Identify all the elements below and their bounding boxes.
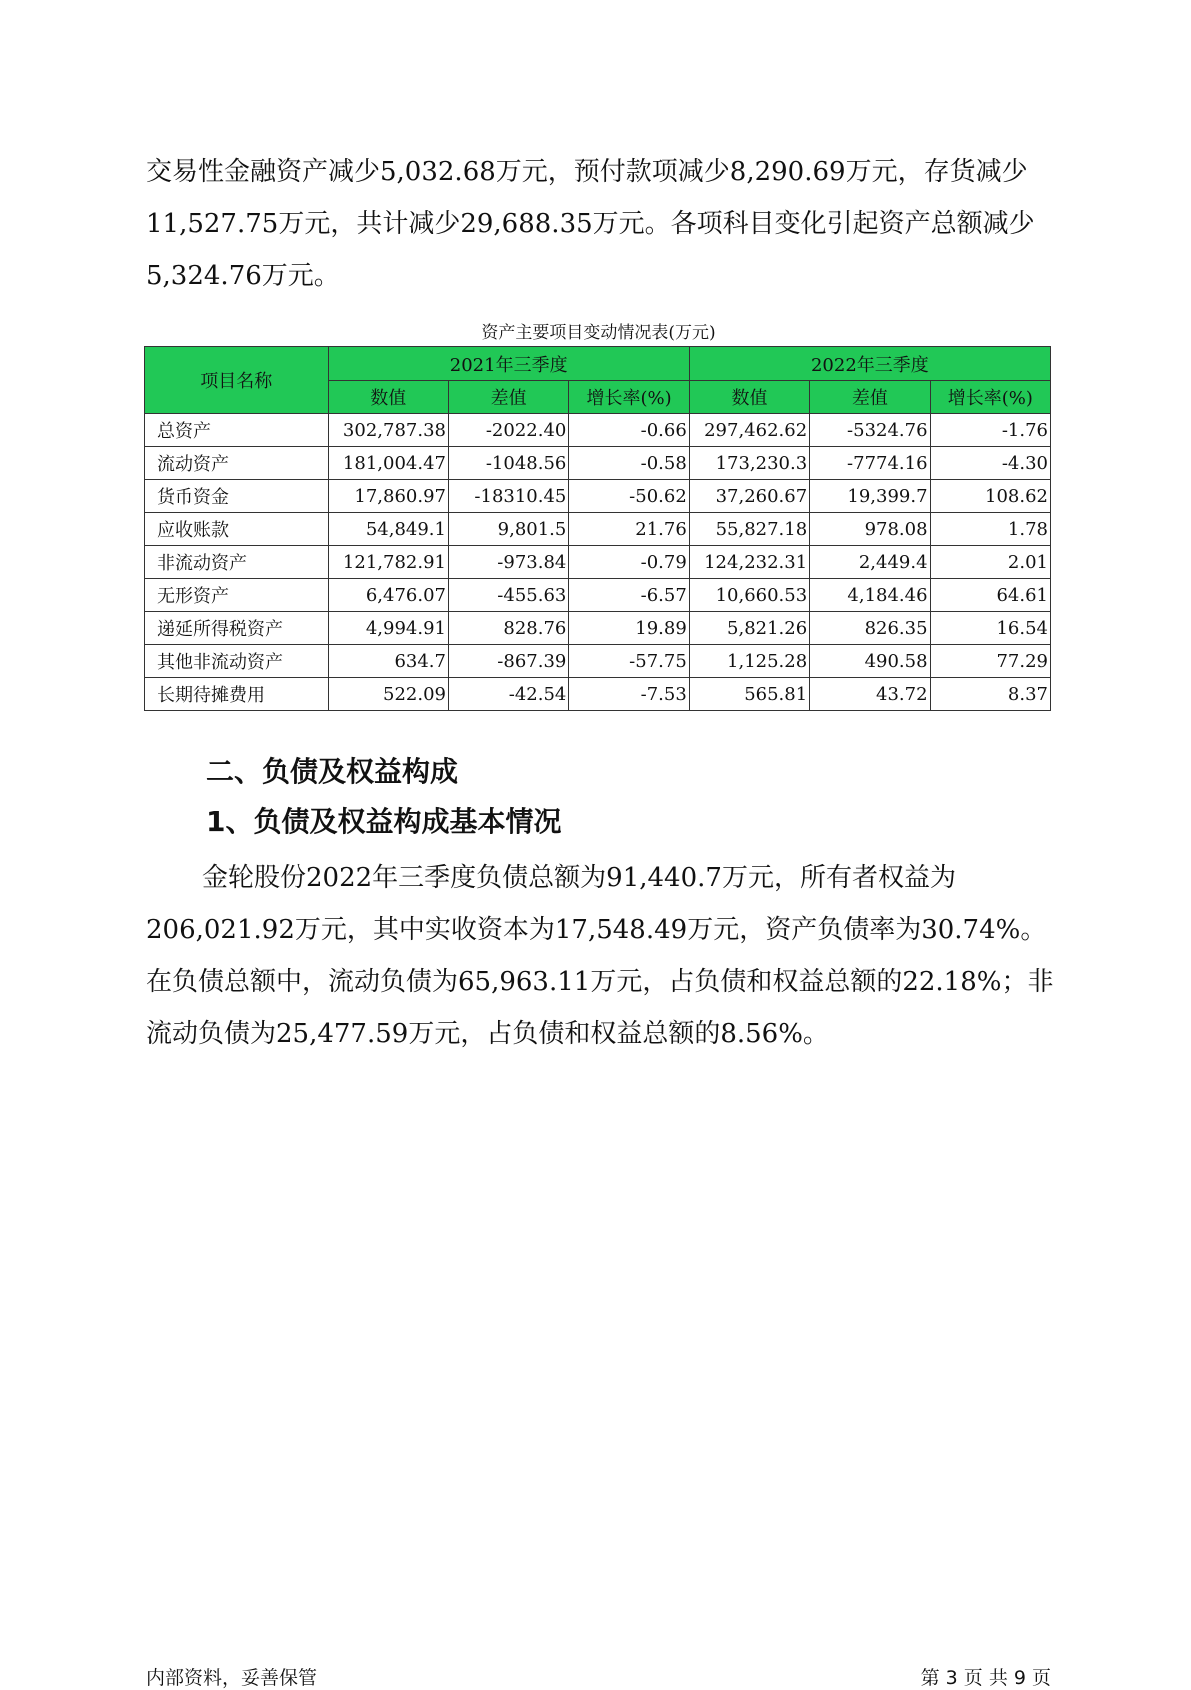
cell-value-2021: 634.7 [328,645,448,678]
cell-diff-2021: -455.63 [448,579,568,612]
cell-diff-2021: -42.54 [448,678,568,711]
table-row [145,414,1051,447]
cell-value-2022: 565.81 [689,678,809,711]
intro-paragraph: 交易性金融资产减少5,032.68万元，预付款项减少8,290.69万元，存货减少11,527.75万元，共计减少29,688.35万元。各项科目变化引起资产总额减少5,324.76万元。 [146,157,1035,291]
cell-diff-2022: -7774.16 [810,447,930,480]
cell-diff-2022: 978.08 [810,513,930,546]
table-row [145,579,1051,612]
section-heading: 二、负债及权益构成 [206,755,459,788]
cell-value-2022: 10,660.53 [689,579,809,612]
cell-growth-2021: 19.89 [569,612,689,645]
cell-diff-2021: -1048.56 [448,447,568,480]
cell-growth-2021: -50.62 [569,480,689,513]
row-name: 总资产 [145,414,329,447]
cell-value-2021: 522.09 [328,678,448,711]
cell-growth-2021: -7.53 [569,678,689,711]
cell-growth-2021: -57.75 [569,645,689,678]
cell-diff-2022: 2,449.4 [810,546,930,579]
header-growth-2021: 增长率(%) [569,381,689,414]
cell-diff-2021: -867.39 [448,645,568,678]
header-value-2022: 数值 [689,381,809,414]
row-name: 递延所得税资产 [145,612,329,645]
table-row [145,612,1051,645]
header-period-2022: 2022年三季度 [689,347,1050,381]
cell-value-2021: 121,782.91 [328,546,448,579]
cell-value-2021: 6,476.07 [328,579,448,612]
cell-value-2021: 54,849.1 [328,513,448,546]
header-diff-2022: 差值 [810,381,930,414]
cell-growth-2021: 21.76 [569,513,689,546]
cell-diff-2022: 4,184.46 [810,579,930,612]
cell-value-2022: 5,821.26 [689,612,809,645]
cell-growth-2022: 16.54 [930,612,1050,645]
header-diff-2021: 差值 [448,381,568,414]
header-value-2021: 数值 [328,381,448,414]
cell-growth-2022: 108.62 [930,480,1050,513]
cell-value-2022: 37,260.67 [689,480,809,513]
table-row [145,645,1051,678]
table-row [145,480,1051,513]
cell-diff-2021: 9,801.5 [448,513,568,546]
cell-diff-2022: 19,399.7 [810,480,930,513]
subsection-heading: 1、负债及权益构成基本情况 [206,805,562,838]
header-growth-2022: 增长率(%) [930,381,1050,414]
table-caption: 资产主要项目变动情况表(万元) [481,323,716,343]
cell-diff-2021: -973.84 [448,546,568,579]
table-row [145,546,1051,579]
row-name: 货币资金 [145,480,329,513]
cell-diff-2022: 490.58 [810,645,930,678]
cell-growth-2022: 8.37 [930,678,1050,711]
cell-diff-2021: -18310.45 [448,480,568,513]
footer-confidential-note: 内部资料，妥善保管 [146,1667,318,1689]
cell-value-2022: 297,462.62 [689,414,809,447]
cell-value-2022: 173,230.3 [689,447,809,480]
cell-value-2021: 181,004.47 [328,447,448,480]
cell-value-2022: 55,827.18 [689,513,809,546]
header-period-2021: 2021年三季度 [328,347,689,381]
cell-growth-2021: -0.79 [569,546,689,579]
body-paragraph: 金轮股份2022年三季度负债总额为91,440.7万元，所有者权益为206,021.92万元，其中实收资本为17,548.49万元，资产负债率为30.74%。在负债总额中，流动负债为65,963.11万元，占负债和权益总额的22.18%；非流动负债为25,477.59万元，占负债和权益总额的8.56%。 [146,863,1054,1049]
cell-value-2022: 124,232.31 [689,546,809,579]
footer-page-number: 第 3 页 共 9 页 [920,1667,1051,1689]
row-name: 流动资产 [145,447,329,480]
table-row [145,678,1051,711]
cell-value-2021: 302,787.38 [328,414,448,447]
cell-growth-2021: -0.58 [569,447,689,480]
row-name: 无形资产 [145,579,329,612]
cell-value-2021: 4,994.91 [328,612,448,645]
cell-diff-2021: 828.76 [448,612,568,645]
cell-growth-2022: -1.76 [930,414,1050,447]
cell-value-2021: 17,860.97 [328,480,448,513]
cell-growth-2022: 77.29 [930,645,1050,678]
cell-diff-2022: -5324.76 [810,414,930,447]
row-name: 长期待摊费用 [145,678,329,711]
cell-growth-2021: -0.66 [569,414,689,447]
row-name: 非流动资产 [145,546,329,579]
cell-diff-2021: -2022.40 [448,414,568,447]
cell-growth-2022: 64.61 [930,579,1050,612]
cell-diff-2022: 43.72 [810,678,930,711]
table-row [145,513,1051,546]
cell-value-2022: 1,125.28 [689,645,809,678]
cell-growth-2022: -4.30 [930,447,1050,480]
cell-growth-2022: 1.78 [930,513,1050,546]
asset-change-table [144,346,1051,711]
cell-growth-2022: 2.01 [930,546,1050,579]
header-item-name: 项目名称 [145,347,329,414]
table-row [145,447,1051,480]
cell-diff-2022: 826.35 [810,612,930,645]
row-name: 其他非流动资产 [145,645,329,678]
cell-growth-2021: -6.57 [569,579,689,612]
row-name: 应收账款 [145,513,329,546]
